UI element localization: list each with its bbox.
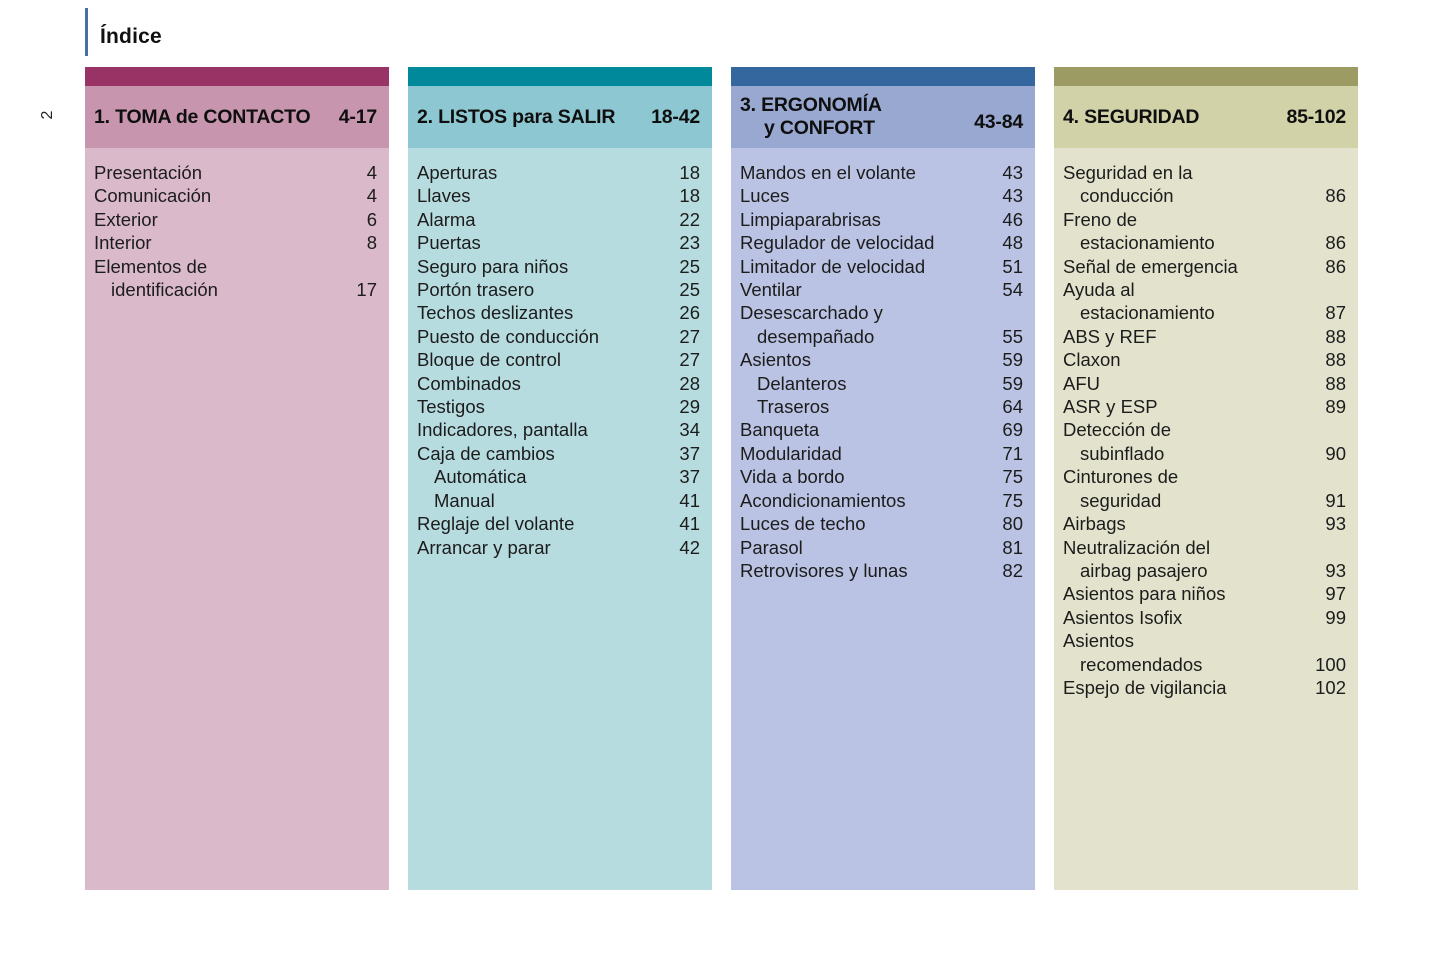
- toc-entry: [1063, 184, 1346, 207]
- toc-entry-label: Testigos: [417, 396, 485, 418]
- toc-entry: [1063, 442, 1346, 465]
- toc-entry-page: 18: [679, 185, 700, 207]
- toc-entry-page: 23: [679, 232, 700, 254]
- toc-entry-label: Cinturones de: [1063, 466, 1179, 488]
- column-title-lines: [1063, 106, 1199, 129]
- toc-entry-page: 88: [1325, 349, 1346, 371]
- toc-entry: [417, 536, 700, 559]
- toc-entry-label: Aperturas: [417, 162, 498, 183]
- toc-entry-page: 48: [1002, 232, 1023, 254]
- toc-entry: [417, 255, 700, 278]
- toc-entry-page: 42: [679, 536, 700, 558]
- toc-entry-label: Ventilar: [740, 279, 802, 301]
- column-page-range: 85-102: [1286, 105, 1346, 128]
- toc-entry-label: Llaves: [417, 185, 471, 207]
- toc-entry: [740, 278, 1023, 301]
- toc-entry-label: Freno de: [1063, 208, 1138, 230]
- toc-entry-label: conducción: [1080, 185, 1174, 207]
- toc-entry-label: Asientos Isofix: [1063, 606, 1183, 628]
- toc-entry: [740, 512, 1023, 535]
- toc-entry: [740, 184, 1023, 207]
- toc-entry: [417, 418, 700, 441]
- toc-entry: [417, 325, 700, 348]
- toc-entry: [740, 231, 1023, 254]
- toc-entry: [1063, 606, 1346, 629]
- toc-entry-label: Señal de emergencia: [1063, 255, 1238, 277]
- toc-entry-page: 8: [366, 232, 377, 254]
- toc-entry-page: 6: [366, 208, 377, 230]
- toc-entry-label: Parasol: [740, 536, 803, 558]
- toc-entry-page: 29: [679, 396, 700, 418]
- toc-entry-page: 93: [1325, 513, 1346, 535]
- toc-entry: [417, 395, 700, 418]
- toc-entry-page: 17: [356, 279, 377, 301]
- page-number: 2: [39, 110, 56, 120]
- toc-entry: [94, 184, 377, 207]
- toc-entry-page: 82: [1002, 559, 1023, 581]
- column-title-text: 4. SEGURIDAD: [1063, 105, 1200, 128]
- toc-entry-label: Neutralización del: [1063, 536, 1211, 558]
- toc-entry: [94, 161, 377, 184]
- header-accent-line: [85, 8, 88, 56]
- toc-entry-page: 41: [679, 513, 700, 535]
- toc-entry-label: ABS y REF: [1063, 325, 1157, 347]
- toc-entry-label: Puesto de conducción: [417, 325, 600, 347]
- toc-entry-label: Asientos: [740, 349, 811, 371]
- toc-entry: [740, 418, 1023, 441]
- toc-entry: [1063, 208, 1346, 231]
- toc-entry-label: Asientos: [1063, 630, 1134, 652]
- toc-entry: [740, 395, 1023, 418]
- toc-entry-page: 27: [679, 349, 700, 371]
- toc-entry-label: Regulador de velocidad: [740, 232, 935, 254]
- toc-entry: [1063, 278, 1346, 301]
- toc-entry-label: ASR y ESP: [1063, 396, 1158, 418]
- toc-entry: [1063, 465, 1346, 488]
- column-page-range: 43-84: [974, 111, 1023, 133]
- column-title: [408, 86, 712, 148]
- toc-entry: [1063, 653, 1346, 676]
- toc-entry-page: 81: [1002, 536, 1023, 558]
- toc-entry-page: 102: [1315, 676, 1346, 698]
- toc-entry-page: 86: [1325, 232, 1346, 254]
- toc-entry: [1063, 559, 1346, 582]
- toc-entry: [417, 208, 700, 231]
- toc-entry: [417, 372, 700, 395]
- toc-entry-label: Vida a bordo: [740, 466, 845, 488]
- toc-entry: [417, 465, 700, 488]
- toc-entry: [1063, 231, 1346, 254]
- toc-entry-page: 88: [1325, 372, 1346, 394]
- toc-entry-label: Airbags: [1063, 513, 1126, 535]
- toc-entry: [1063, 161, 1346, 184]
- toc-entry-label: Combinados: [417, 372, 521, 394]
- toc-entry: [740, 465, 1023, 488]
- column-color-strip: [1054, 67, 1358, 86]
- toc-entry: [1063, 676, 1346, 699]
- toc-entry: [740, 325, 1023, 348]
- toc-entry-label: Asientos para niños: [1063, 583, 1226, 605]
- toc-entry-label: Techos deslizantes: [417, 302, 574, 324]
- toc-entry-label: Modularidad: [740, 442, 842, 464]
- toc-entry-page: 100: [1315, 653, 1346, 675]
- toc-entry: [417, 348, 700, 371]
- toc-entry-label: identificación: [111, 279, 218, 301]
- toc-entry-page: 59: [1002, 349, 1023, 371]
- toc-entry-page: 43: [1002, 162, 1023, 183]
- toc-entry-label: Bloque de control: [417, 349, 561, 371]
- page-header: [85, 8, 162, 56]
- toc-entry-label: Automática: [434, 466, 527, 488]
- toc-entry-page: 69: [1002, 419, 1023, 441]
- column-color-strip: [731, 67, 1035, 86]
- toc-entry: [417, 442, 700, 465]
- toc-entry: [740, 301, 1023, 324]
- toc-entry: [740, 348, 1023, 371]
- toc-entry-label: recomendados: [1080, 653, 1203, 675]
- toc-entry-label: seguridad: [1080, 489, 1162, 511]
- toc-entry-label: subinflado: [1080, 442, 1165, 464]
- toc-entry-label: Delanteros: [757, 372, 847, 394]
- toc-entry-label: Reglaje del volante: [417, 513, 575, 535]
- toc-entry-label: Arrancar y parar: [417, 536, 551, 558]
- toc-entry: [94, 231, 377, 254]
- toc-entry: [417, 161, 700, 184]
- toc-entry-page: 86: [1325, 255, 1346, 277]
- toc-entry-page: 59: [1002, 372, 1023, 394]
- toc-entry-page: 71: [1002, 442, 1023, 464]
- toc-entry: [1063, 582, 1346, 605]
- toc-entry: [1063, 301, 1346, 324]
- toc-entry-page: 26: [679, 302, 700, 324]
- toc-column-seguridad: [1054, 67, 1358, 890]
- toc-entry: [740, 372, 1023, 395]
- column-title-lines: [94, 106, 311, 129]
- toc-entry: [740, 161, 1023, 184]
- toc-entry-label: Presentación: [94, 162, 202, 183]
- toc-entry-page: 89: [1325, 396, 1346, 418]
- toc-entry: [94, 255, 377, 278]
- toc-entry: [1063, 629, 1346, 652]
- toc-entry-page: 90: [1325, 442, 1346, 464]
- toc-entry-label: estacionamiento: [1080, 302, 1215, 324]
- toc-entry-page: 4: [366, 162, 377, 183]
- column-entries: [85, 148, 389, 890]
- column-entries: [731, 148, 1035, 890]
- toc-entry-label: Portón trasero: [417, 279, 535, 301]
- column-entries: [408, 148, 712, 890]
- toc-entry-label: airbag pasajero: [1080, 559, 1208, 581]
- toc-entry-label: Claxon: [1063, 349, 1121, 371]
- toc-entry: [1063, 512, 1346, 535]
- toc-entry-label: AFU: [1063, 372, 1100, 394]
- toc-entry: [1063, 255, 1346, 278]
- toc-entry-page: 41: [679, 489, 700, 511]
- toc-entry-page: 93: [1325, 559, 1346, 581]
- column-color-strip: [408, 67, 712, 86]
- toc-entry-page: 99: [1325, 606, 1346, 628]
- toc-entry: [417, 301, 700, 324]
- toc-entry-label: Desescarchado y: [740, 302, 883, 324]
- column-title-text: 2. LISTOS para SALIR: [417, 105, 616, 128]
- toc-entry-label: estacionamiento: [1080, 232, 1215, 254]
- toc-entry-label: Exterior: [94, 208, 158, 230]
- toc-entry-label: Mandos en el volante: [740, 162, 916, 183]
- toc-entry: [1063, 489, 1346, 512]
- toc-entry-label: Caja de cambios: [417, 442, 555, 464]
- toc-entry-label: Puertas: [417, 232, 481, 254]
- toc-entry-label: Acondicionamientos: [740, 489, 906, 511]
- toc-entry-page: 86: [1325, 185, 1346, 207]
- toc-entry-page: 55: [1002, 325, 1023, 347]
- toc-entry-label: desempañado: [757, 325, 875, 347]
- toc-entry: [1063, 348, 1346, 371]
- toc-entry: [417, 512, 700, 535]
- toc-entry-page: 51: [1002, 255, 1023, 277]
- toc-column-ergonomia-y-confort: [731, 67, 1035, 890]
- toc-entry: [1063, 536, 1346, 559]
- toc-entry-page: 46: [1002, 208, 1023, 230]
- toc-entry-page: 22: [679, 208, 700, 230]
- toc-entry: [417, 231, 700, 254]
- toc-entry: [1063, 372, 1346, 395]
- column-entries: [1054, 148, 1358, 890]
- toc-entry-page: 75: [1002, 489, 1023, 511]
- column-title: [85, 86, 389, 148]
- toc-entry-label: Seguro para niños: [417, 255, 569, 277]
- toc-entry-label: Banqueta: [740, 419, 820, 441]
- toc-entry: [1063, 325, 1346, 348]
- toc-entry-page: 25: [679, 279, 700, 301]
- toc-entry-label: Luces: [740, 185, 790, 207]
- toc-entry: [740, 489, 1023, 512]
- column-title-text: y CONFORT: [764, 117, 875, 139]
- toc-entry: [740, 442, 1023, 465]
- toc-entry-page: 80: [1002, 513, 1023, 535]
- toc-columns: [85, 67, 1358, 890]
- toc-entry-label: Seguridad en la: [1063, 162, 1193, 183]
- toc-entry-label: Alarma: [417, 208, 476, 230]
- toc-entry-label: Limitador de velocidad: [740, 255, 926, 277]
- toc-entry-label: Luces de techo: [740, 513, 866, 535]
- page-title: Índice: [100, 25, 162, 48]
- column-title-lines: [417, 106, 615, 129]
- toc-entry-label: Manual: [434, 489, 495, 511]
- toc-entry-label: Espejo de vigilancia: [1063, 676, 1227, 698]
- toc-entry-page: 25: [679, 255, 700, 277]
- toc-entry-page: 75: [1002, 466, 1023, 488]
- toc-entry-page: 54: [1002, 279, 1023, 301]
- toc-entry: [1063, 395, 1346, 418]
- toc-entry-page: 4: [366, 185, 377, 207]
- column-title-text: 1. TOMA de CONTACTO: [94, 105, 311, 128]
- toc-entry-label: Ayuda al: [1063, 279, 1135, 301]
- toc-entry: [740, 208, 1023, 231]
- column-color-strip: [85, 67, 389, 86]
- column-page-range: 18-42: [651, 105, 700, 128]
- toc-entry-page: 18: [679, 162, 700, 183]
- toc-entry: [94, 208, 377, 231]
- toc-entry: [417, 489, 700, 512]
- toc-entry: [417, 278, 700, 301]
- toc-entry-page: 37: [679, 442, 700, 464]
- toc-entry-page: 64: [1002, 396, 1023, 418]
- column-title-text: 3. ERGONOMÍA: [740, 94, 882, 116]
- toc-entry-page: 27: [679, 325, 700, 347]
- toc-entry-label: Traseros: [757, 396, 830, 418]
- column-title: [731, 86, 1035, 148]
- toc-column-listos-para-salir: [408, 67, 712, 890]
- toc-entry-label: Interior: [94, 232, 152, 254]
- column-title-lines: [740, 94, 882, 140]
- toc-column-toma-de-contacto: [85, 67, 389, 890]
- toc-entry-label: Detección de: [1063, 419, 1171, 441]
- toc-entry: [417, 184, 700, 207]
- column-title: [1054, 86, 1358, 148]
- toc-entry-page: 97: [1325, 583, 1346, 605]
- toc-entry-page: 88: [1325, 325, 1346, 347]
- toc-entry-page: 91: [1325, 489, 1346, 511]
- toc-entry: [740, 255, 1023, 278]
- toc-entry-page: 87: [1325, 302, 1346, 324]
- toc-entry-page: 28: [679, 372, 700, 394]
- toc-entry-label: Retrovisores y lunas: [740, 559, 908, 581]
- toc-entry-page: 37: [679, 466, 700, 488]
- toc-entry: [94, 278, 377, 301]
- toc-entry-page: 34: [679, 419, 700, 441]
- toc-entry-label: Limpiaparabrisas: [740, 208, 881, 230]
- toc-entry-page: 43: [1002, 185, 1023, 207]
- toc-entry-label: Elementos de: [94, 255, 208, 277]
- toc-entry: [740, 536, 1023, 559]
- toc-entry-label: Indicadores, pantalla: [417, 419, 588, 441]
- toc-entry: [1063, 418, 1346, 441]
- column-page-range: 4-17: [338, 105, 377, 128]
- toc-entry-label: Comunicación: [94, 185, 212, 207]
- toc-entry: [740, 559, 1023, 582]
